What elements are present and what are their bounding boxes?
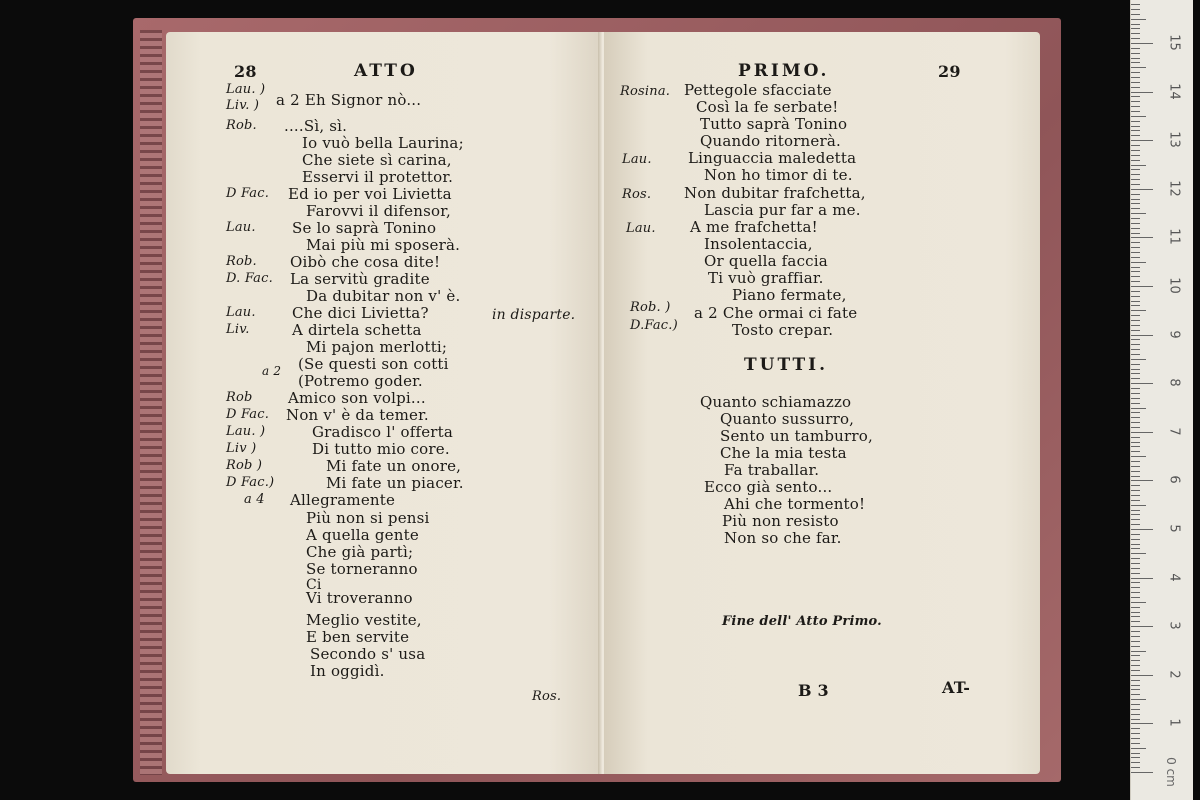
ruler-tick [1131,709,1140,710]
ruler-tick [1131,174,1140,175]
ruler-tick [1131,544,1140,545]
ruler-tick [1131,126,1140,127]
ruler-tick [1131,262,1146,263]
ruler-tick [1131,199,1140,200]
ruler-tick [1131,87,1140,88]
verse-line: Tosto crepar. [732,321,834,339]
tutti-line: Ecco già sento... [704,478,833,496]
ruler-tick [1131,719,1140,720]
verse-line: A me frafchetta! [690,218,818,236]
ruler-tick [1131,587,1140,588]
ruler-tick [1131,480,1153,481]
ruler-tick [1131,417,1140,418]
ruler-tick [1131,612,1140,613]
verse-line: Mi fate un piacer. [326,474,464,492]
ruler-tick [1131,140,1153,141]
ruler-tick [1131,247,1140,248]
ruler-tick [1131,514,1140,515]
verse-line: In oggidì. [310,662,385,680]
ruler-tick [1131,398,1140,399]
ruler-tick [1131,320,1140,321]
verse-line: Non ho timor di te. [704,166,853,184]
ruler-number: 10 [1166,277,1182,294]
ruler-tick [1131,616,1140,617]
verse-line: Di tutto mio core. [312,440,450,458]
ruler-tick [1131,723,1153,724]
speaker: Liv. [226,322,250,337]
tutti-line: Non so che far. [724,529,842,547]
ruler-number: 14 [1166,82,1182,100]
ruler-tick [1131,655,1140,656]
ruler-tick [1131,92,1153,93]
ruler-tick [1131,738,1140,739]
tutti-line: Che la mia testa [720,444,847,462]
verse-line: E ben servite [306,628,410,646]
ruler-tick [1131,670,1140,671]
ruler-tick [1131,82,1140,83]
ruler-tick [1131,388,1140,389]
verse-line: Tutto saprà Tonino [700,115,848,133]
ruler-tick [1131,548,1140,549]
ruler-tick [1131,145,1140,146]
verse-line: Non dubitar frafchetta, [684,184,866,202]
ruler-tick [1131,296,1140,297]
speaker: Liv ) [226,441,257,456]
ruler-number: 1 [1166,718,1182,728]
ruler-tick [1131,228,1140,229]
ruler-tick [1131,510,1140,511]
ruler-tick [1131,19,1146,20]
ruler-tick [1131,213,1146,214]
ruler-tick [1131,495,1140,496]
ruler-tick [1131,631,1140,632]
speaker: D Fac. [226,186,270,201]
ruler-tick [1131,72,1140,73]
speaker: Rob. [226,118,257,133]
ruler-tick [1131,408,1146,409]
verse-line: Se torneranno [306,560,418,578]
ruler-tick [1131,714,1140,715]
ruler-tick [1131,218,1140,219]
verse-line: Farovvi il difensor, [306,202,451,220]
ruler-tick [1131,442,1140,443]
ruler-tick [1131,24,1140,25]
ruler-tick [1131,602,1146,603]
ruler-tick [1131,757,1140,758]
ruler-tick [1131,96,1140,97]
ruler-tick [1131,135,1140,136]
ruler-tick [1131,28,1140,29]
ruler-tick [1131,116,1146,117]
verse-line: Che siete sì carina, [302,151,452,169]
verse-line: Esservi il protettor. [302,168,454,186]
verse-line: Or quella faccia [704,252,828,270]
ruler-tick [1131,169,1140,170]
ruler-tick [1131,184,1140,185]
ruler-tick [1131,412,1140,413]
ruler-tick [1131,43,1153,44]
tutti-line: Fa traballar. [724,461,820,479]
ruler-tick [1131,680,1140,681]
ruler-tick [1131,267,1140,268]
verse-line: La servitù gradite [290,270,430,288]
ruler-number: 7 [1166,427,1182,436]
tutti-heading: TUTTI. [744,355,829,375]
ruler-tick [1131,38,1140,39]
ruler-tick [1131,476,1140,477]
ruler-tick [1131,165,1146,166]
ruler-number: 11 [1166,228,1182,246]
ruler-tick [1131,529,1153,530]
ruler-tick [1131,451,1140,452]
left-page-number: 28 [234,62,257,81]
ruler-tick [1131,67,1146,68]
ruler-tick [1131,539,1140,540]
ruler-tick [1131,276,1140,277]
ruler-tick [1131,223,1140,224]
verse-line: Mai più mi sposerà. [306,236,461,254]
ruler-tick [1131,694,1140,695]
ruler-tick [1131,301,1140,302]
ruler-tick [1131,339,1140,340]
ruler-tick [1131,524,1140,525]
ruler-tick [1131,369,1140,370]
right-page [604,32,1040,774]
ruler-tick [1131,373,1140,374]
ruler-tick [1131,772,1153,773]
ruler-tick [1131,281,1140,282]
ruler-tick [1131,461,1140,462]
ruler-tick [1131,558,1140,559]
ruler-tick [1131,626,1153,627]
cover-pattern [140,30,162,775]
speaker: Lau. [626,221,656,236]
ruler-tick [1131,403,1140,404]
ruler-tick [1131,9,1140,10]
speaker: a 4 [244,492,265,507]
ruler-tick [1131,242,1140,243]
verse-line: Io vuò bella Laurina; [302,134,464,152]
tutti-line: Sento un tamburro, [720,427,873,445]
verse-line: (Se questi son cotti [298,355,449,373]
ruler-unit-label: 0 cm [1163,757,1178,787]
verse-line: Piano fermate, [732,286,847,304]
verse-line: Ed io per voi Livietta [288,185,452,203]
ruler-number: 13 [1166,131,1182,148]
ruler-tick [1131,101,1140,102]
verse-line: Linguaccia maledetta [688,149,857,167]
ruler-tick [1131,582,1140,583]
ruler-tick [1131,237,1153,238]
ruler-tick [1131,728,1140,729]
ruler-tick [1131,160,1140,161]
ruler-tick [1131,641,1140,642]
ruler-tick [1131,325,1140,326]
ruler-tick [1131,378,1140,379]
verse-line: a 2 Eh Signor nò... [276,91,422,109]
ruler-tick [1131,310,1146,311]
tutti-line: Quanto sussurro, [720,410,855,428]
ruler-tick [1131,252,1140,253]
ruler-tick [1131,271,1140,272]
ruler-tick [1131,607,1140,608]
ruler-tick [1131,189,1153,190]
ruler-number: 6 [1166,475,1182,485]
ruler-tick [1131,578,1153,579]
verse-line: A quella gente [306,526,419,544]
verse-line: Ci [306,577,322,593]
ruler-tick [1131,685,1140,686]
ruler-number: 15 [1166,34,1182,51]
ruler-tick [1131,58,1140,59]
ruler-tick [1131,651,1146,652]
speaker: Rob ) [226,458,263,473]
a2-mark: a 2 [262,364,282,378]
ruler-tick [1131,660,1140,661]
ruler-tick [1131,33,1140,34]
ruler-tick [1131,286,1153,287]
ruler-tick [1131,553,1146,554]
ruler-tick [1131,155,1140,156]
speaker: Lau. [226,220,256,235]
speaker: Liv. ) [226,98,260,113]
verse-line: Oibò che cosa dite! [290,253,441,271]
ruler-tick [1131,14,1140,15]
right-running-head: PRIMO. [738,61,830,81]
ruler-tick [1131,762,1140,763]
ruler-number: 9 [1166,329,1182,339]
ruler-tick [1131,130,1140,131]
verse-line: Quando ritornerà. [700,132,841,150]
ruler-tick [1131,505,1146,506]
ruler-tick [1131,121,1140,122]
ruler-tick [1131,203,1140,204]
verse-line: Ti vuò graffiar. [708,269,824,287]
verse-line: Che dici Livietta? [292,304,429,322]
ruler-tick [1131,689,1140,690]
ruler-tick [1131,427,1140,428]
verse-line: Non v' è da temer. [286,406,429,424]
ruler-tick [1131,344,1140,345]
speaker: Ros. [622,187,652,202]
speaker: Rob [226,390,253,405]
ruler-tick [1131,568,1140,569]
ruler-tick [1131,364,1140,365]
ruler-tick [1131,4,1140,5]
ruler-tick [1131,111,1140,112]
ruler-tick [1131,432,1153,433]
ruler-tick [1131,257,1140,258]
ruler-tick [1131,471,1140,472]
ruler-tick [1131,305,1140,306]
ruler-tick [1131,485,1140,486]
verse-line: Insolentaccia, [704,235,813,253]
ruler-tick [1131,592,1140,593]
verse-line: Vi troveranno [306,589,413,607]
ruler-tick [1131,354,1140,355]
verse-line: (Potremo goder. [298,372,423,390]
ruler-tick [1131,179,1140,180]
verse-line: Da dubitar non v' è. [306,287,461,305]
verse-line: A dirtela schetta [292,321,422,339]
ruler-tick [1131,534,1140,535]
verse-line: Lascia pur far a me. [704,201,861,219]
ruler-number: 8 [1166,378,1182,387]
verse-line: Pettegole sfacciate [684,81,832,99]
verse-line: Allegramente [290,491,396,509]
verse-line: Più non si pensi [306,509,430,527]
ruler-tick [1131,767,1140,768]
ruler-tick [1131,106,1140,107]
verse-line: Amico son volpi... [288,389,426,407]
ruler-tick [1131,665,1140,666]
ruler-tick [1131,150,1140,151]
signature-mark: B 3 [798,681,829,700]
ruler-tick [1131,437,1140,438]
ruler-tick [1131,208,1140,209]
speaker: D. Fac. [226,271,273,286]
ruler-tick [1131,62,1140,63]
left-page [166,32,602,774]
ruler-tick [1131,77,1140,78]
verse-line: Così la fe serbate! [696,98,839,116]
stage-direction: in disparte. [492,307,576,323]
measurement-ruler [1130,0,1193,800]
verse-line: Se lo saprà Tonino [292,219,437,237]
ruler-tick [1131,597,1140,598]
ruler-tick [1131,393,1140,394]
ruler-tick [1131,53,1140,54]
ruler-tick [1131,733,1140,734]
catchword: Ros. [532,689,562,704]
verse-line: Che già partì; [306,543,414,561]
verse-line: Gradisco l' offerta [312,423,454,441]
ruler-tick [1131,456,1146,457]
speaker: D Fac. [226,407,270,422]
speaker: Lau. [622,152,652,167]
ruler-tick [1131,349,1140,350]
ruler-tick [1131,573,1140,574]
end-of-act-note: Fine dell' Atto Primo. [722,614,882,629]
ruler-tick [1131,315,1140,316]
ruler-number: 3 [1166,621,1182,630]
tutti-line: Più non resisto [722,512,839,530]
ruler-tick [1131,636,1140,637]
tutti-line: Quanto schiamazzo [700,393,852,411]
speaker: Rosina. [620,84,671,99]
speaker: Lau. ) [226,82,266,97]
ruler-tick [1131,563,1140,564]
speaker: Lau. ) [226,424,266,439]
ruler-tick [1131,359,1146,360]
ruler-number: 4 [1166,572,1182,582]
verse-line: a 2 Che ormai ci fate [694,304,858,322]
verse-line: Mi pajon merlotti; [306,338,448,356]
ruler-tick [1131,490,1140,491]
ruler-tick [1131,704,1140,705]
ruler-tick [1131,699,1146,700]
ruler-tick [1131,291,1140,292]
ruler-tick [1131,646,1140,647]
ruler-tick [1131,48,1140,49]
verse-line: ....Sì, sì. [284,117,348,135]
ruler-tick [1131,194,1140,195]
speaker: D.Fac.) [630,318,678,333]
verse-line: Secondo s' usa [310,645,426,663]
speaker: Lau. [226,305,256,320]
ruler-tick [1131,748,1146,749]
ruler-tick [1131,422,1140,423]
tutti-line: Ahi che tormento! [724,495,866,513]
verse-line: Mi fate un onore, [326,457,462,475]
speaker: Rob. [226,254,257,269]
ruler-tick [1131,753,1140,754]
speaker: Rob. ) [630,300,671,315]
left-running-head: ATTO [354,61,418,81]
ruler-tick [1131,500,1140,501]
speaker: D Fac.) [226,475,275,490]
ruler-tick [1131,446,1140,447]
ruler-tick [1131,233,1140,234]
verse-line: Meglio vestite, [306,611,422,629]
right-page-number: 29 [938,62,961,81]
ruler-tick [1131,743,1140,744]
ruler-tick [1131,466,1140,467]
ruler-tick [1131,335,1153,336]
ruler-tick [1131,330,1140,331]
ruler-number: 2 [1166,670,1182,679]
ruler-tick [1131,383,1153,384]
catchword: AT- [942,678,971,697]
ruler-tick [1131,675,1153,676]
ruler-tick [1131,519,1140,520]
ruler-tick [1131,621,1140,622]
ruler-number: 5 [1166,524,1182,533]
ruler-number: 12 [1166,180,1182,197]
